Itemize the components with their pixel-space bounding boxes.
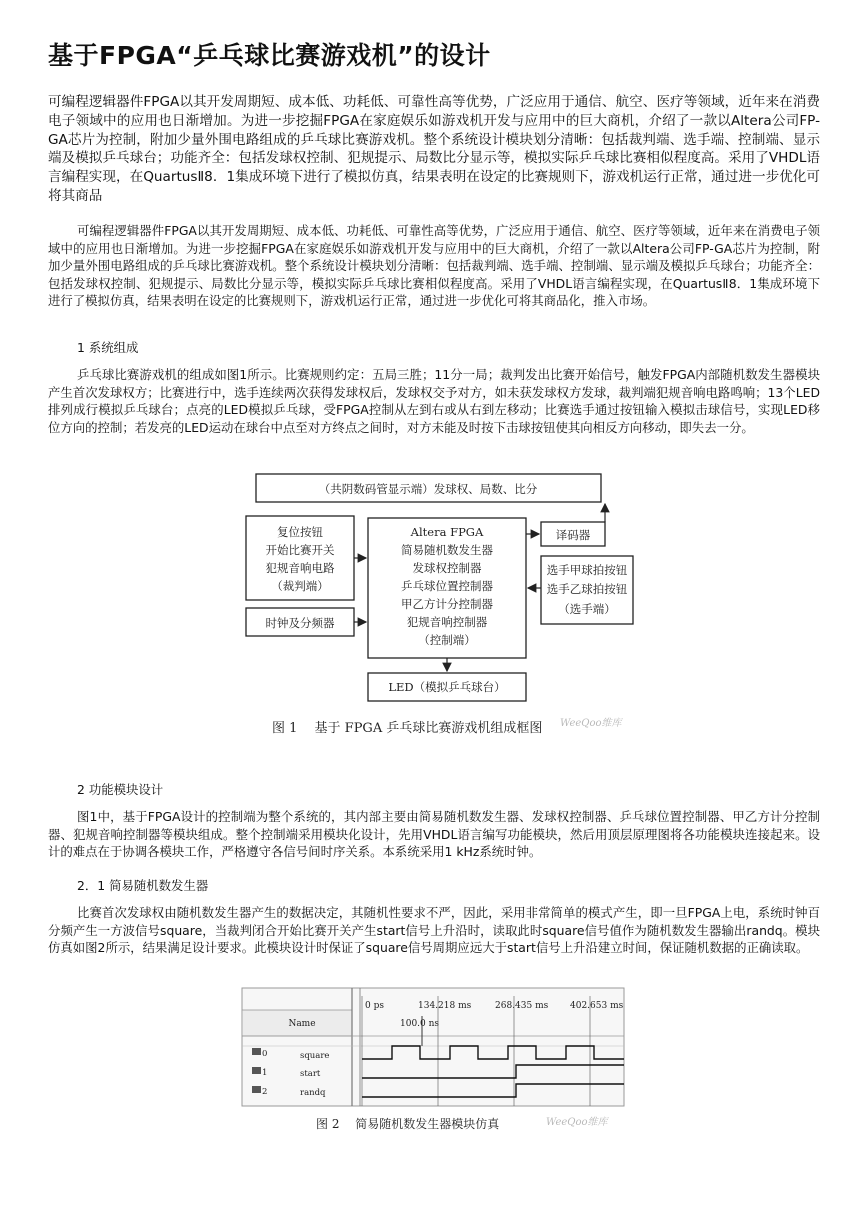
signal-index-0: 0 bbox=[262, 1049, 268, 1059]
player-line-1: 选手甲球拍按钮 bbox=[546, 563, 628, 577]
fpga-line-1: Altera FPGA bbox=[410, 525, 484, 539]
referee-line-3: 犯规音响电路 bbox=[265, 561, 335, 575]
pin-icon-2 bbox=[252, 1086, 261, 1093]
signal-name-square: square bbox=[300, 1051, 330, 1061]
section-2-heading: 2 功能模块设计 bbox=[77, 782, 164, 797]
pin-icon-0 bbox=[252, 1048, 261, 1055]
signal-name-randq: randq bbox=[300, 1088, 326, 1098]
time-mark-2: 268.435 ms bbox=[495, 1001, 549, 1011]
player-line-3: （选手端） bbox=[558, 602, 616, 616]
section-1-heading: 1 系统组成 bbox=[77, 340, 139, 355]
referee-line-4: （裁判端） bbox=[271, 579, 329, 593]
section-2-paragraph: 图1中，基于FPGA设计的控制端为整个系统的，其内部主要由简易随机数发生器、发球权控制器、乒乓球位置控制器、甲乙方计分控制器、犯规音响控制器等模块组成。整个控制端采用模块化设计，先用VHDL语言编写功能模块，然后用顶层原理图将各功能模块连接起来。设计的难点在于协调各模块工作，严格遵守各信号间时序关系。本系统采用1 kHz系统时钟。 bbox=[48, 809, 820, 860]
signal-index-1: 1 bbox=[262, 1068, 268, 1078]
page-title: 基于FPGA“乒乓球比赛游戏机”的设计 bbox=[48, 41, 491, 70]
abstract: 可编程逻辑器件FPGA以其开发周期短、成本低、功耗低、可靠性高等优势，广泛应用于通信、航空、医疗等领域，近年来在消费电子领域中的应用也日渐增加。为进一步挖掘FPGA在家庭娱乐如游戏机开发与应用中的巨大商机，介绍了一款以Altera公司FP-GA芯片为控制，附加少量外围电路组成的乒乓球比赛游戏机。整个系统设计模块划分清晰：包括裁判端、选手端、控制端、显示端及模拟乒乓球台；功能齐全：包括发球权控制、犯规提示、局数比分显示等，模拟实际乒乓球比赛相似程度高。采用了VHDL语言编程实现，在QuartusⅡ8．1集成环境下进行了模拟仿真，结果表明在设定的比赛规则下，游戏机运行正常，通过进一步优化可将其商品 bbox=[48, 94, 820, 204]
cursor-label: 100.0 ns bbox=[400, 1019, 440, 1029]
fpga-line-3: 发球权控制器 bbox=[412, 561, 482, 575]
name-header: Name bbox=[288, 1019, 316, 1029]
figure-1-caption: 图 1 基于 FPGA 乒乓球比赛游戏机组成框图 bbox=[272, 721, 543, 736]
fpga-line-7: （控制端） bbox=[418, 633, 476, 647]
section-2-1-heading: 2．1 简易随机数发生器 bbox=[77, 878, 209, 893]
referee-line-2: 开始比赛开关 bbox=[265, 543, 335, 557]
led-label: LED（模拟乒乓球台） bbox=[388, 680, 506, 694]
time-mark-3: 402.653 ms bbox=[570, 1001, 624, 1011]
fpga-line-6: 犯规音响控制器 bbox=[406, 615, 488, 629]
fpga-line-2: 简易随机数发生器 bbox=[401, 543, 493, 557]
decoder-label: 译码器 bbox=[555, 528, 591, 542]
intro-paragraph: 可编程逻辑器件FPGA以其开发周期短、成本低、功耗低、可靠性高等优势，广泛应用于通信、航空、医疗等领域，近年来在消费电子领域中的应用也日渐增加。为进一步挖掘FPGA在家庭娱乐如游戏机开发与应用中的巨大商机，介绍了一款以Altera公司FP-GA芯片为控制，附加少量外围电路组成的乒乓球比赛游戏机。整个系统设计模块划分清晰：包括裁判端、选手端、控制端、显示端及模拟乒乓球台；功能齐全：包括发球权控制、犯规提示、局数比分显示等，模拟实际乒乓球比赛相似程度高。采用了VHDL语言编程实现，在QuartusⅡ8．1集成环境下进行了模拟仿真，结果表明在设定的比赛规则下，游戏机运行正常，通过进一步优化可将其商品化，推入市场。 bbox=[48, 223, 820, 309]
figure-2-watermark: WeeQoo维库 bbox=[546, 1117, 608, 1128]
clock-label: 时钟及分频器 bbox=[265, 616, 335, 630]
fpga-line-5: 甲乙方计分控制器 bbox=[401, 597, 493, 611]
referee-line-1: 复位按钮 bbox=[277, 525, 323, 539]
fpga-line-4: 乒乓球位置控制器 bbox=[401, 579, 493, 593]
figure-1-block-diagram bbox=[228, 468, 638, 746]
section-2-1-paragraph: 比赛首次发球权由随机数发生器产生的数据决定，其随机性要求不严，因此，采用非常简单的模式产生，即一旦FPGA上电，系统时钟百分频产生一方波信号square，当裁判闭合开始比赛开关产生start信号上升沿时，读取此时square信号值作为随机数发生器输出randq。模块仿真如图2所示，结果满足设计要求。此模块设计时保证了square信号周期应远大于start信号上升沿建立时间，保证随机数据的正确读取。 bbox=[48, 905, 820, 956]
figure-2-caption: 图 2 简易随机数发生器模块仿真 bbox=[316, 1117, 500, 1131]
figure-2-waveform bbox=[240, 986, 626, 1136]
time-mark-0: 0 ps bbox=[365, 1001, 384, 1011]
signal-name-start: start bbox=[300, 1069, 321, 1079]
display-box-label: （共阴数码管显示端）发球权、局数、比分 bbox=[318, 482, 538, 496]
time-mark-1: 134.218 ms bbox=[418, 1001, 472, 1011]
signal-index-2: 2 bbox=[262, 1087, 268, 1097]
figure-1-watermark: WeeQoo维库 bbox=[560, 718, 622, 729]
pin-icon-1 bbox=[252, 1067, 261, 1074]
section-1-paragraph: 乒乓球比赛游戏机的组成如图1所示。比赛规则约定：五局三胜；11分一局；裁判发出比赛开始信号，触发FPGA内部随机数发生器模块产生首次发球权方；比赛进行中，选手连续两次获得发球权后，发球权交予对方，如未获发球权方发球，裁判端犯规音响电路鸣响；13个LED排列成行模拟乒乓球台；点亮的LED模拟乒乓球，受FPGA控制从左到右或从右到左移动；比赛选手通过按钮输入模拟击球信号，实现LED移位方向的控制；若发亮的LED运动在球台中点至对方终点之间时，对方未能及时按下击球按钮使其向相反方向移动，即失去一分。 bbox=[48, 367, 820, 435]
player-line-2: 选手乙球拍按钮 bbox=[546, 582, 628, 596]
